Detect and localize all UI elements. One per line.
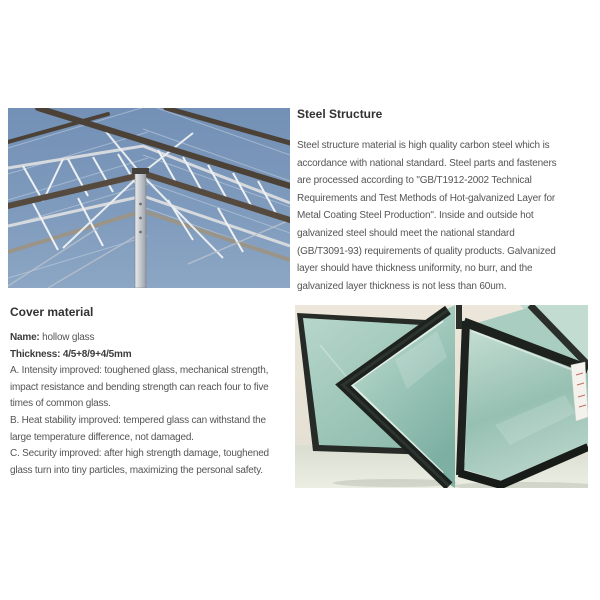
name-value: hollow glass [42, 332, 95, 343]
detail-line: glass turn into tiny particles, maximizing the personal safety. [10, 464, 263, 476]
steel-structure-section [297, 107, 581, 295]
paragraph-line: Requirements and Test Methods of Hot-galvanized Layer for [297, 192, 556, 204]
detail-line: impact resistance and bending strength can reach four to five [10, 381, 269, 393]
paragraph-line: accordance with national standard. Steel parts and fasteners [297, 157, 557, 169]
name-label: Name: [10, 332, 40, 343]
hollow-glass-photo [295, 305, 588, 488]
paragraph-line: galvanized steel should meet the national standard [297, 227, 515, 239]
steel-structure-photo [8, 108, 290, 288]
detail-line: C. Security improved: after high strength damage, toughened [10, 448, 269, 460]
thickness-line [10, 347, 300, 364]
paragraph-line: Metal Coating Steel Production". Inside and outside hot [297, 210, 534, 222]
detail-line: large temperature difference, not damaged. [10, 431, 194, 443]
cover-material-heading: Cover material [10, 305, 94, 319]
paragraph-line: layer should have thickness uniformity, no burr, and the [297, 263, 533, 275]
paragraph-line: (GB/T3091-93) requirements of quality products. Galvanized [297, 245, 556, 257]
detail-line: B. Heat stability improved: tempered glass can withstand the [10, 414, 266, 426]
detail-line: A. Intensity improved: toughened glass, mechanical strength, [10, 365, 269, 377]
paragraph-line: Steel structure material is high quality carbon steel which is [297, 140, 550, 151]
steel-structure-illustration [8, 108, 290, 288]
paragraph-line: galvanized layer thickness is not less than 60um. [297, 280, 507, 292]
hollow-glass-illustration [295, 305, 588, 488]
detail-line: times of common glass. [10, 398, 111, 410]
steel-structure-paragraph [297, 137, 581, 295]
cover-material-section [10, 305, 300, 479]
thickness-label: Thickness: [10, 348, 61, 360]
paragraph-line: are processed according to "GB/T1912-2002 Technical [297, 175, 532, 187]
steel-structure-heading: Steel Structure [297, 107, 383, 121]
name-line [10, 330, 300, 347]
thickness-value: 4/5+8/9+4/5mm [62, 348, 132, 360]
